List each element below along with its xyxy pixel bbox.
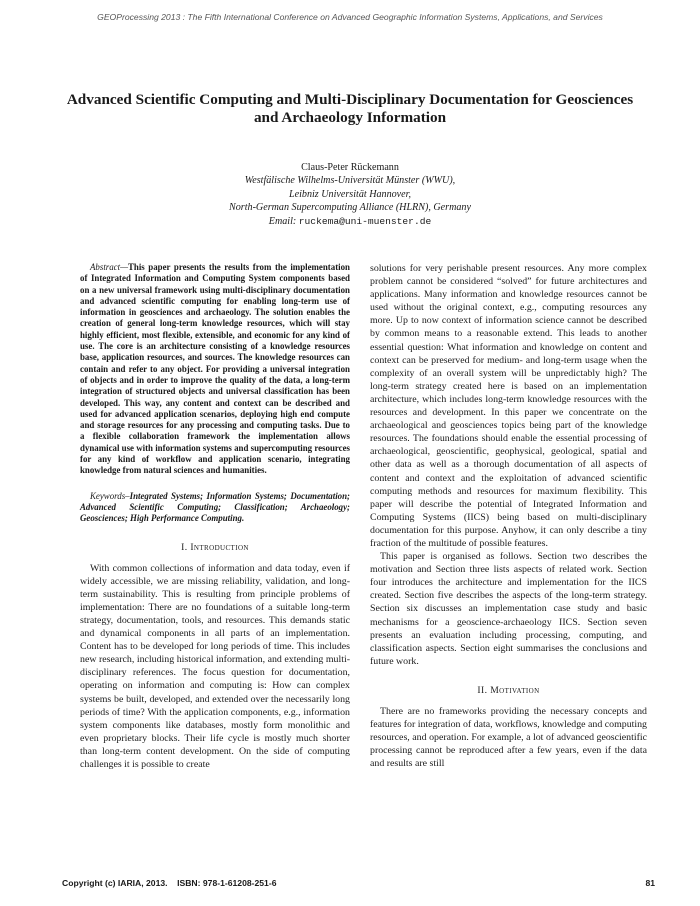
intro-paragraph-1-left: With common collections of information and data today, even if widely accessible, we are missing reliability, validation, and long-term sustainability. This is resulting from principle problems of implementation: There are no foundations of a suitable long-term strategy, documentation, tools, and resources. This demands static and dynamical components in all parts of an implementation. Content has to be developed for long periods of time. This includes new research, including historical information, and extending multi-disciplinary references. The focus question for documentation, operating on information and computing is: How can complex systems be built, developed, and extended over the necessarily long periods of time? With the application components, e.g., information system components like databases, mostly form monolithic and even proprietary blocks. Their life cycle is mostly much shorter than long-term content development. On the side of computing challenges it is possible to create — [80, 562, 350, 771]
author-block — [60, 161, 640, 228]
paper-title: Advanced Scientific Computing and Multi-Disciplinary Documentation for Geosciences and Archaeology Information — [66, 91, 634, 126]
section-heading-motivation: II. Motivation — [477, 684, 540, 696]
abstract-label: Abstract— — [90, 262, 128, 272]
motivation-paragraph-1: There are no frameworks providing the necessary concepts and features for integration of data, workflows, knowledge and computing resources, and operation. For example, a lot of advanced geoscientific processing cannot be reproduced after a few years, even if the data and results are still — [370, 706, 647, 770]
intro-paragraph-1-right: solutions for very perishable present resources. Any more complex problem cannot be considered “solved” for future architectures and applications. Many information and knowledge resources cannot be used without the original context, e.g., computing resources any more. Up to now context of information science cannot be described by common means to a reasonable extend. This leads to another essential question: What information and knowledge on content and context can be preserved for medium- and long-term usage when the complexity of an overall system will be unpredictably high? The long-term strategy created here is based on an implementation architecture, which includes long-term knowledge resources with the resources and development. In this paper we concentrate on the archaeological and geosciences topics being part of the knowledge resources. The foundations should enable the essential processing of archaeological, geoscientific, geophysical, geological, spatial and other data as well as a thorough documentation of all aspects of content and context and the exploitation of advanced scientific computing methods and resources for maximum flexibility. This paper will describe the potential of Integrated Information and Computing Systems (IICS) being based on multi-disciplinary documentation for this purpose. Anyhow, it can only describe a tiny fraction of the multitude of possible features. — [370, 263, 647, 549]
author-affiliation-1: Westfälische Wilhelms-Universität Münster (WWU), — [244, 175, 456, 187]
email-label: Email: — [268, 215, 297, 227]
footer-copyright-line — [62, 878, 276, 888]
author-affiliation-3: North-German Supercomputing Alliance (HLRN), Germany — [229, 202, 471, 214]
running-header: GEOProcessing 2013 : The Fifth International Conference on Advanced Geographic Information Systems, Applications, and Services — [97, 12, 603, 22]
author-affiliation-2: Leibniz Universität Hannover, — [289, 188, 411, 200]
keywords — [80, 491, 350, 525]
abstract — [80, 262, 350, 477]
author-email[interactable]: ruckema@uni-muenster.de — [298, 215, 432, 227]
page-number: 81 — [645, 878, 655, 888]
author-name: Claus-Peter Rückemann — [301, 162, 399, 173]
section-heading-introduction: I. Introduction — [181, 541, 249, 553]
intro-paragraph-2: This paper is organised as follows. Section two describes the motivation and Section three lists aspects of related work. Section four introduces the architecture and implementation for the IICS created. Section five describes the aspects of the long-term strategy. Section six discusses an implementation case study and basic mechanisms for a geoscience-archaeology IICS. Section seven presents an evaluation including processing, computing, and classification aspects. Section eight summarises the conclusions and future work. — [370, 551, 647, 667]
footer-copyright: Copyright (c) IARIA, 2013. — [62, 878, 168, 888]
keywords-text: Integrated Systems; Information Systems; Documentation; Advanced Scientific Computing; Classification; Archaeology; Geosciences; High Performance Computing. — [80, 490, 350, 524]
left-column — [80, 262, 350, 771]
right-column — [370, 262, 647, 770]
abstract-text: This paper presents the results from the implementation of Integrated Information and Computing System components based on a new universal framework using multi-disciplinary documentation and advanced scientific computing for enabling long-term use of information in geosciences and archaeology. The solution enables the creation of general long-term knowledge resources, which will stay highly efficient, most flexible, extensible, and economic for any kind of use. The core is an architecture consisting of a knowledge resources base, application resources, and sources. The knowledge resources can contain and refer to any object. For providing a universal integration of objects and in order to improve the quality of the data, a long-term integration of structured objects and universal classification has been developed. This way, any content and context can be described and used for advanced application scenarios, deploying high end compute and storage resources for any processing and computing tasks. Due to a flexible collaboration framework the implementation allows dynamical use with information systems and supercomputing resources for any kind of workflow and application scenario, integrating knowledge from natural sciences and humanities. — [80, 262, 350, 476]
footer-isbn-label: ISBN: — [177, 878, 201, 888]
footer-isbn: 978-1-61208-251-6 — [202, 878, 277, 888]
keywords-label: Keywords– — [90, 490, 130, 501]
author-email-line — [60, 215, 640, 228]
